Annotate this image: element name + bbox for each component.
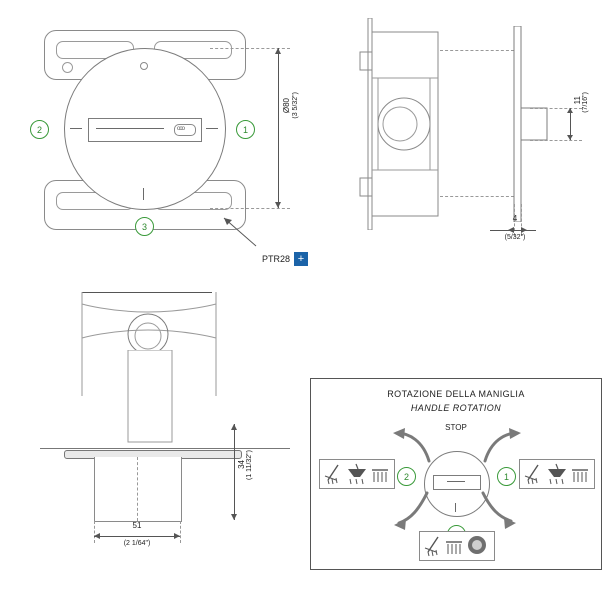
dim34-line (234, 424, 235, 520)
dim34-text-group (237, 460, 246, 469)
dim11-text-group (573, 96, 582, 104)
icon-card-right (519, 459, 595, 489)
dim51-value: 51 (132, 521, 142, 530)
rotation-lever-line (447, 481, 465, 482)
callout-2-panel: 2 (397, 467, 416, 486)
dim34-sub: (1 11/32") (246, 450, 253, 480)
lever-logo-glyph: ooo (177, 126, 185, 132)
dim-arrow-top (275, 48, 281, 54)
leader-ptr28 (222, 216, 268, 252)
dim-diameter-value: Ø80 (282, 98, 291, 114)
proj-line-top (440, 50, 514, 51)
dim4-arrow-right (521, 227, 527, 233)
callout-3-front: 3 (135, 217, 154, 236)
proj-line-bottom (440, 196, 514, 197)
part-label: PTR28 (262, 254, 291, 264)
indicator-dot (140, 62, 148, 70)
screw-hole-top (62, 62, 73, 73)
front-view (30, 20, 299, 270)
side-view (330, 18, 600, 258)
tick-left (70, 128, 82, 129)
dim51-arrow-right (174, 533, 180, 539)
dim11-ext-top (530, 108, 582, 109)
callout-1-front: 1 (236, 120, 255, 139)
shower-outlet-icon (420, 532, 492, 558)
dim51-ext-right (180, 521, 181, 543)
plus-badge-icon: + (294, 252, 308, 266)
dim11-ext-bottom (530, 140, 582, 141)
panel-title-en: HANDLE ROTATION (410, 403, 502, 413)
dim11-arrow-top (567, 108, 573, 113)
icon-card-bottom (419, 531, 495, 561)
center-line-section (137, 457, 138, 521)
tick-bottom (143, 188, 144, 200)
dim-diameter-sub: (3 5/32") (292, 92, 299, 119)
part-label-group (262, 252, 308, 266)
escutcheon-side-profile (508, 26, 550, 222)
shower-handshower-icon (320, 460, 392, 486)
arrow-right-down-icon (479, 491, 519, 531)
dim51-sub: (2 1/64") (123, 540, 151, 547)
dim-arrow-bottom (275, 202, 281, 208)
dim11-sub-group (582, 92, 589, 113)
rotation-tick-bottom (455, 503, 456, 512)
dim4-arrow-left (508, 227, 514, 233)
valve-body-section (94, 457, 182, 522)
stop-label: STOP (445, 423, 467, 432)
lever-center-line (96, 128, 164, 129)
section-upper-body (80, 292, 220, 350)
dim11-arrow-bottom (567, 135, 573, 140)
rotation-lever (433, 475, 481, 490)
arrow-left-up-icon (389, 427, 433, 467)
dim34-arrow-bottom (231, 514, 237, 520)
dim34-arrow-top (231, 424, 237, 430)
dim11-value: 11 (573, 96, 582, 105)
shower-handshower-icon (520, 460, 592, 486)
dim51-ext-left (94, 521, 95, 543)
dim34-sub-group (246, 450, 253, 480)
dim34-value: 34 (237, 460, 246, 469)
dim-ext-line-bottom (210, 208, 290, 209)
dim11-sub: (7/16") (582, 92, 589, 113)
tick-right (206, 128, 218, 129)
dim4-sub: (5/32") (504, 234, 526, 241)
dim51-line (94, 536, 180, 537)
dim-line-diameter (278, 48, 279, 208)
arrow-left-down-icon (391, 489, 431, 531)
callout-2-front: 2 (30, 120, 49, 139)
section-lower-neck (80, 350, 220, 460)
callout-1-panel: 1 (497, 467, 516, 486)
dim-diameter-sub-group (292, 92, 306, 119)
section-view (40, 288, 290, 568)
dim51-arrow-left (94, 533, 100, 539)
icon-card-left (319, 459, 395, 489)
handle-rotation-panel (310, 378, 602, 570)
panel-title-it: ROTAZIONE DELLA MANIGLIA (387, 389, 525, 399)
wall-surface-line (40, 448, 290, 449)
dim4-value: 4 (512, 214, 518, 223)
